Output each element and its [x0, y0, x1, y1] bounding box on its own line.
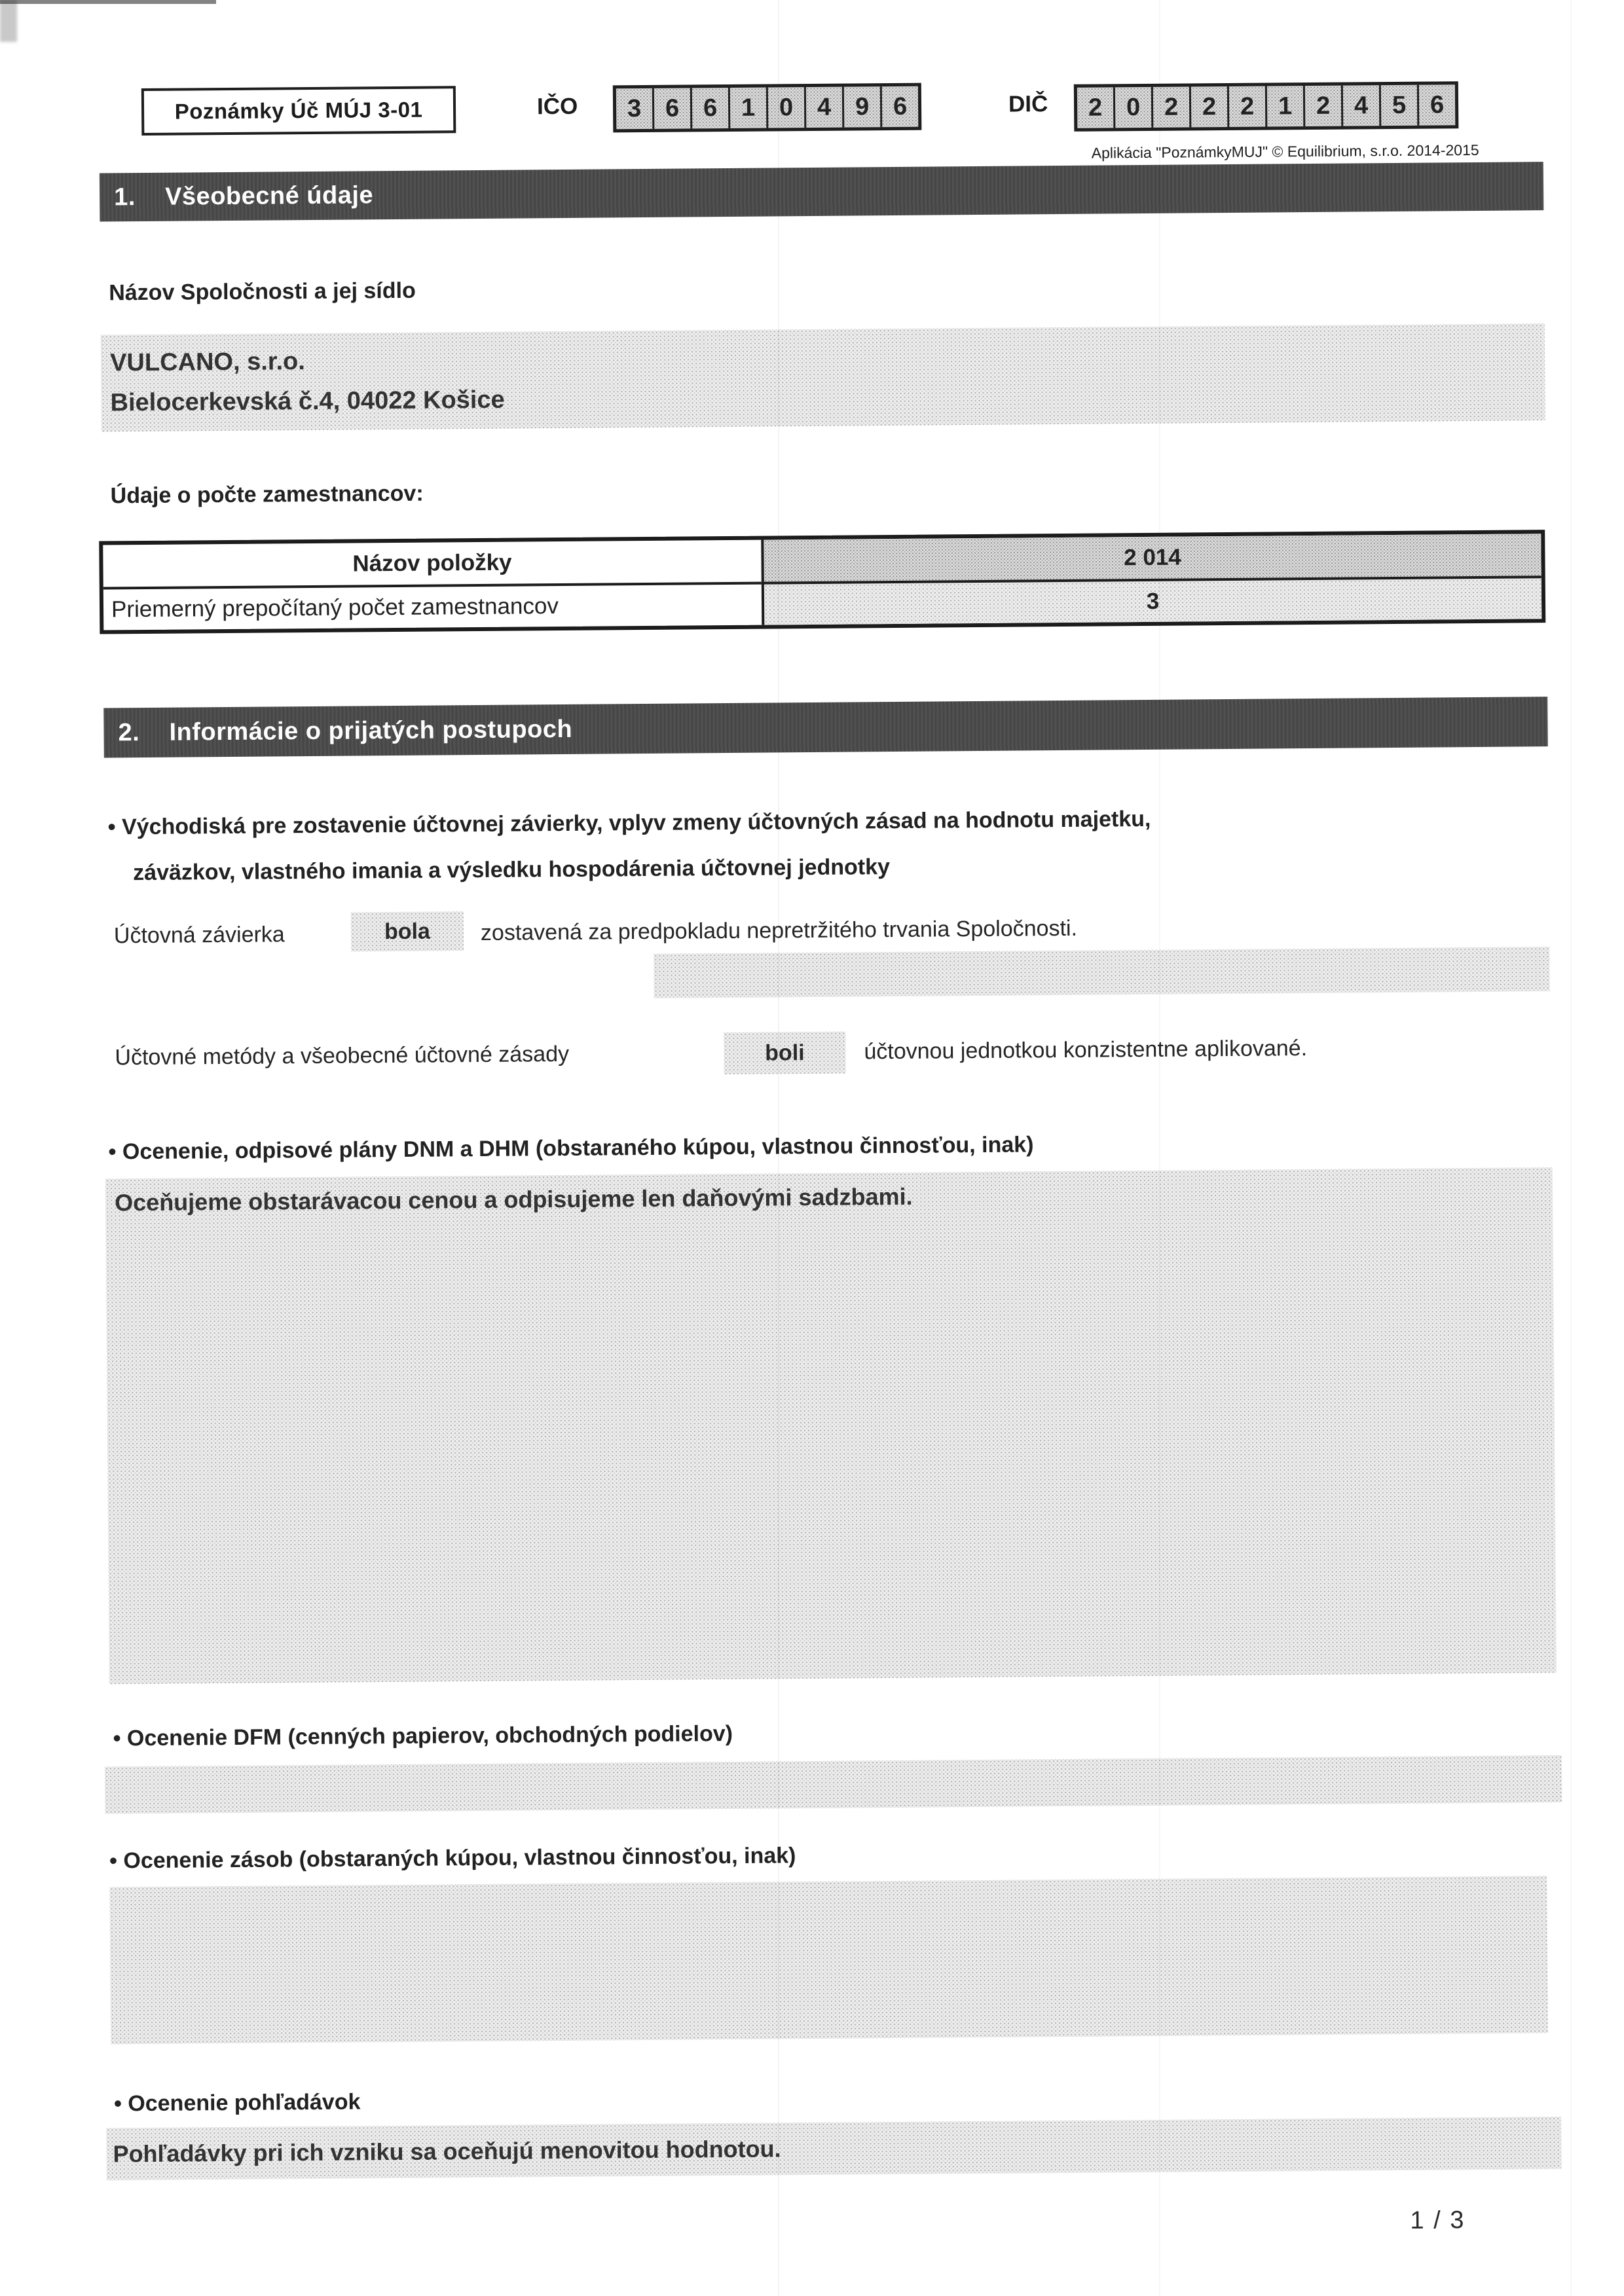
ico-digit: 6 — [652, 88, 690, 128]
scan-streak — [1159, 0, 1160, 2296]
section1-header — [100, 162, 1544, 221]
ico-digit: 9 — [842, 86, 880, 127]
dfm-empty-block — [105, 1755, 1562, 1813]
section1-number: 1. — [113, 183, 136, 211]
bullet-basis-line2: záväzkov, vlastného imania a výsledku hospodárenia účtovnej jednotky — [133, 854, 891, 886]
dnm-valuation-block — [105, 1167, 1557, 1684]
section1-title: Všeobecné údaje — [164, 181, 374, 211]
dic-digit: 2 — [1151, 86, 1189, 127]
bullet-basis-line1: • Východiská pre zostavenie účtovnej závierky, vplyv zmeny účtovných zásad na hodnotu majetku, — [107, 806, 1151, 840]
dic-digit: 1 — [1265, 86, 1303, 126]
dic-digit-boxes — [1074, 81, 1459, 132]
app-credit: Aplikácia "PoznámkyMUJ" © Equilibrium, s.r.o. 2014-2015 — [1091, 141, 1479, 162]
bullet-zasoby: • Ocenenie zásob (obstaraných kúpou, vlastnou činnosťou, inak) — [109, 1843, 796, 1874]
dic-label: DIČ — [1008, 91, 1048, 117]
dic-digit: 0 — [1113, 87, 1151, 128]
bullet-pohladavky: • Ocenenie pohľadávok — [113, 2089, 361, 2117]
company-name: VULCANO, s.r.o. — [109, 348, 305, 377]
sentence-methods-highlight: boli — [724, 1032, 845, 1074]
form-title-box — [141, 86, 456, 136]
employees-label: Údaje o počte zamestnancov: — [110, 481, 424, 509]
empty-field-strip — [654, 947, 1549, 998]
form-title: Poznámky Úč MÚJ 3-01 — [174, 97, 423, 124]
table-header-year: 2 014 — [761, 534, 1541, 581]
dic-digit: 5 — [1379, 85, 1417, 126]
scan-streak — [778, 0, 779, 2296]
section2-number: 2. — [118, 718, 140, 746]
ico-digit: 3 — [627, 94, 642, 122]
sentence-methods-prefix: Účtovné metódy a všeobecné účtovné zásady — [115, 1041, 570, 1070]
sentence-closing-prefix: Účtovná závierka — [113, 922, 285, 949]
bullet-dnm-dhm: • Ocenenie, odpisové plány DNM a DHM (obstaraného kúpou, vlastnou činnosťou, inak) — [108, 1132, 1034, 1165]
receivables-note: Pohľadávky pri ich vzniku sa oceňujú menovitou hodnotou. — [113, 2135, 781, 2168]
scan-edge-artifact — [0, 0, 216, 4]
dic-digit: 6 — [1417, 84, 1455, 125]
section2-header — [103, 697, 1548, 757]
company-address: Bielocerkevská č.4, 04022 Košice — [110, 386, 505, 417]
ico-digit: 1 — [728, 88, 766, 128]
ico-digit-boxes — [613, 83, 922, 133]
ico-label: IČO — [536, 93, 578, 120]
company-info-block — [101, 323, 1545, 431]
ico-digit: 4 — [804, 87, 842, 128]
scan-corner-smudge — [0, 0, 17, 42]
dic-digit: 2 — [1303, 86, 1341, 126]
dic-digit: 4 — [1341, 85, 1379, 126]
company-label: Názov Spoločnosti a jej sídlo — [109, 278, 416, 306]
dic-digit: 2 — [1227, 86, 1265, 127]
dnm-valuation-note: Oceňujeme obstarávacou cenou a odpisujeme len daňovými sadzbami. — [115, 1182, 913, 1216]
scan-streak — [1570, 0, 1572, 2296]
bullet-dfm: • Ocenenie DFM (cenných papierov, obchodných podielov) — [113, 1721, 733, 1751]
zasoby-empty-block — [109, 1876, 1548, 2044]
ico-digit: 0 — [766, 87, 804, 128]
table-row-value: 3 — [762, 575, 1541, 625]
section2-title: Informácie o prijatých postupoch — [169, 715, 573, 746]
receivables-block — [106, 2117, 1562, 2180]
dic-digit: 2 — [1088, 93, 1103, 122]
page-number: 1 / 3 — [1410, 2206, 1466, 2234]
ico-digit: 6 — [690, 88, 728, 128]
sentence-closing-suffix: zostavená za predpokladu nepretržitého trvania Spoločnosti. — [480, 915, 1078, 945]
table-row-label: Priemerný prepočítaný počet zamestnancov — [103, 582, 762, 630]
sentence-closing-highlight: bola — [351, 911, 464, 951]
ico-digit: 6 — [880, 86, 918, 127]
dic-digit: 2 — [1189, 86, 1227, 127]
employees-table — [99, 530, 1545, 634]
table-header-name: Názov položky — [352, 549, 512, 577]
sentence-methods-suffix: účtovnou jednotkou konzistentne aplikované. — [864, 1036, 1308, 1065]
